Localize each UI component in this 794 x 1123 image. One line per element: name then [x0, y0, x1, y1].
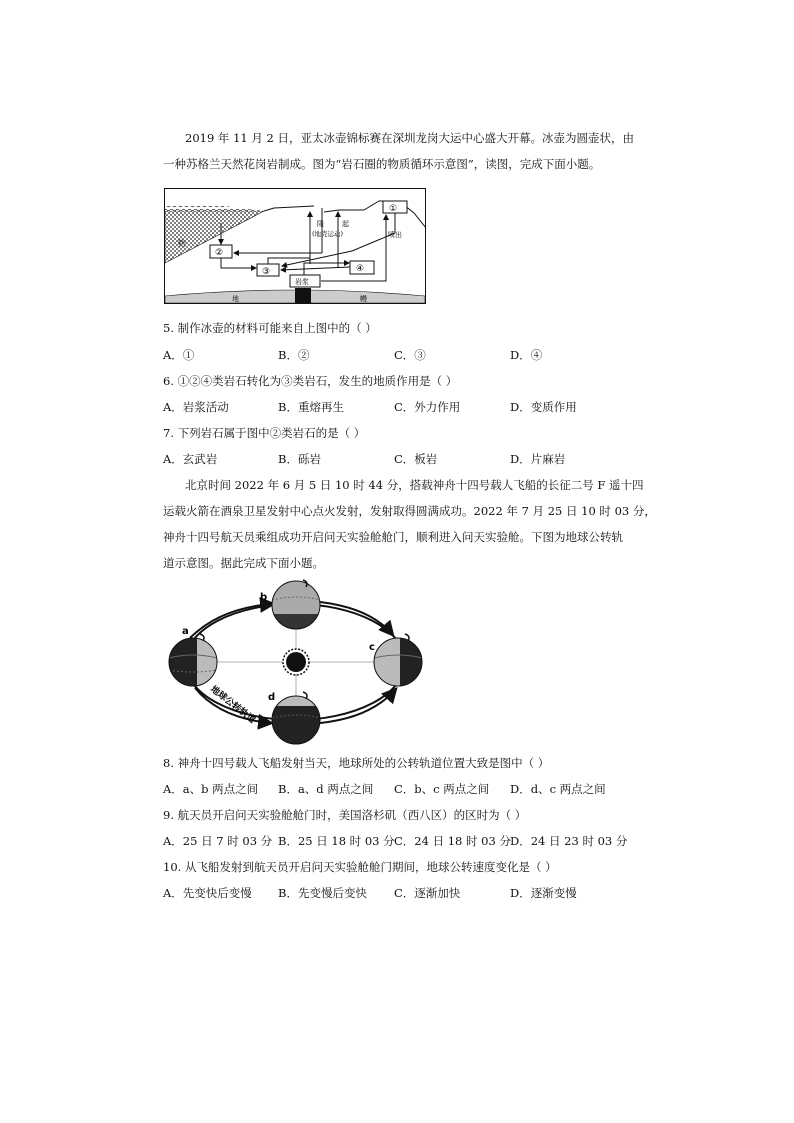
question-5-option-a[interactable]: A．①	[163, 348, 195, 362]
question-6-option-c[interactable]: C．外力作用	[394, 400, 461, 414]
position-b-label: b	[260, 592, 268, 603]
question-8-option-a[interactable]: A．a、b 两点之间	[163, 782, 259, 796]
position-c-label: c	[369, 642, 375, 653]
passage2-line3: 神舟十四号航天员乘组成功开启问天实验舱舱门，顺利进入问天实验舱。下图为地球公转轨	[163, 530, 623, 544]
box-1-label: ①	[389, 204, 398, 214]
question-7-option-b[interactable]: B．砾岩	[278, 452, 321, 466]
question-8-option-c[interactable]: C．b、c 两点之间	[394, 782, 490, 796]
box-2-label: ②	[215, 248, 224, 258]
question-8-option-d[interactable]: D．d、c 两点之间	[510, 782, 606, 796]
question-7-option-a[interactable]: A．玄武岩	[163, 452, 218, 466]
magma-box-label: 岩浆	[295, 278, 309, 286]
question-7-option-c[interactable]: C．板岩	[394, 452, 438, 466]
orbit-label: 地球公转轨道	[208, 684, 257, 726]
question-7-option-d[interactable]: D．片麻岩	[510, 452, 566, 466]
question-10-option-d[interactable]: D．逐渐变慢	[510, 886, 577, 900]
question-6-option-d[interactable]: D．变质作用	[510, 400, 577, 414]
rock-cycle-diagram	[164, 188, 426, 304]
passage1-line1: 2019 年 11 月 2 日，亚太冰壶锦标赛在深圳龙岗大运中心盛大开幕。冰壶为圆壶状，由	[185, 131, 634, 145]
question-10-option-b[interactable]: B．先变慢后变快	[278, 886, 367, 900]
question-5-option-d[interactable]: D．④	[510, 348, 543, 362]
question-10-option-c[interactable]: C．逐渐加快	[394, 886, 461, 900]
question-9-option-d[interactable]: D．24 日 23 时 03 分	[510, 834, 628, 848]
passage2-line1: 北京时间 2022 年 6 月 5 日 10 时 44 分，搭载神舟十四号载人飞船的长征二号 F 遥十四	[185, 478, 644, 492]
ground-right-label: 幔	[360, 295, 367, 303]
question-8-stem: 8. 神舟十四号载人飞船发射当天，地球所处的公转轨道位置大致是图中（ ）	[163, 756, 550, 770]
question-7-stem: 7. 下列岩石属于图中②类岩石的是（ ）	[163, 426, 366, 440]
uplift-label-b: 起	[342, 220, 349, 228]
uplift-label-a: 隆	[317, 220, 324, 228]
sediment-label: 物	[178, 239, 186, 248]
question-8-option-b[interactable]: B．a、d 两点之间	[278, 782, 374, 796]
crust-motion-label: (地壳运动)	[312, 230, 344, 238]
question-9-option-c[interactable]: C．24 日 18 时 03 分	[394, 834, 511, 848]
passage2-line4: 道示意图。据此完成下面小题。	[163, 556, 324, 570]
position-a-label: a	[182, 626, 189, 637]
earth-orbit-diagram	[160, 578, 435, 748]
question-5-option-c[interactable]: C．③	[394, 348, 426, 362]
box-4-label: ④	[356, 264, 365, 274]
passage1-line2: 一种苏格兰天然花岗岩制成。图为“岩石圈的物质循环示意图”，读图，完成下面小题。	[163, 157, 601, 171]
question-5-option-b[interactable]: B．②	[278, 348, 310, 362]
position-d-label: d	[268, 692, 276, 703]
question-10-option-a[interactable]: A．先变快后变慢	[163, 886, 252, 900]
ground-left-label: 地	[232, 295, 239, 303]
question-6-option-b[interactable]: B．重熔再生	[278, 400, 344, 414]
question-9-option-b[interactable]: B．25 日 18 时 03 分	[278, 834, 395, 848]
box-3-label: ③	[262, 267, 271, 277]
question-9-option-a[interactable]: A．25 日 7 时 03 分	[163, 834, 273, 848]
question-6-stem: 6. ①②④类岩石转化为③类岩石，发生的地质作用是（ ）	[163, 374, 458, 388]
question-10-stem: 10. 从飞船发射到航天员开启问天实验舱舱门期间，地球公转速度变化是（ ）	[163, 860, 557, 874]
question-5-stem: 5. 制作冰壶的材料可能来自上图中的（ ）	[163, 321, 377, 335]
question-9-stem: 9. 航天员开启问天实验舱舱门时，美国洛杉矶（西八区）的区时为（ ）	[163, 808, 527, 822]
eruption-label: 喷出	[388, 231, 402, 239]
passage2-line2: 运载火箭在酒泉卫星发射中心点火发射，发射取得圆满成功。2022 年 7 月 25 日 10 时 03 分，	[163, 504, 656, 518]
sun-icon	[283, 649, 309, 675]
question-6-option-a[interactable]: A．岩浆活动	[163, 400, 229, 414]
